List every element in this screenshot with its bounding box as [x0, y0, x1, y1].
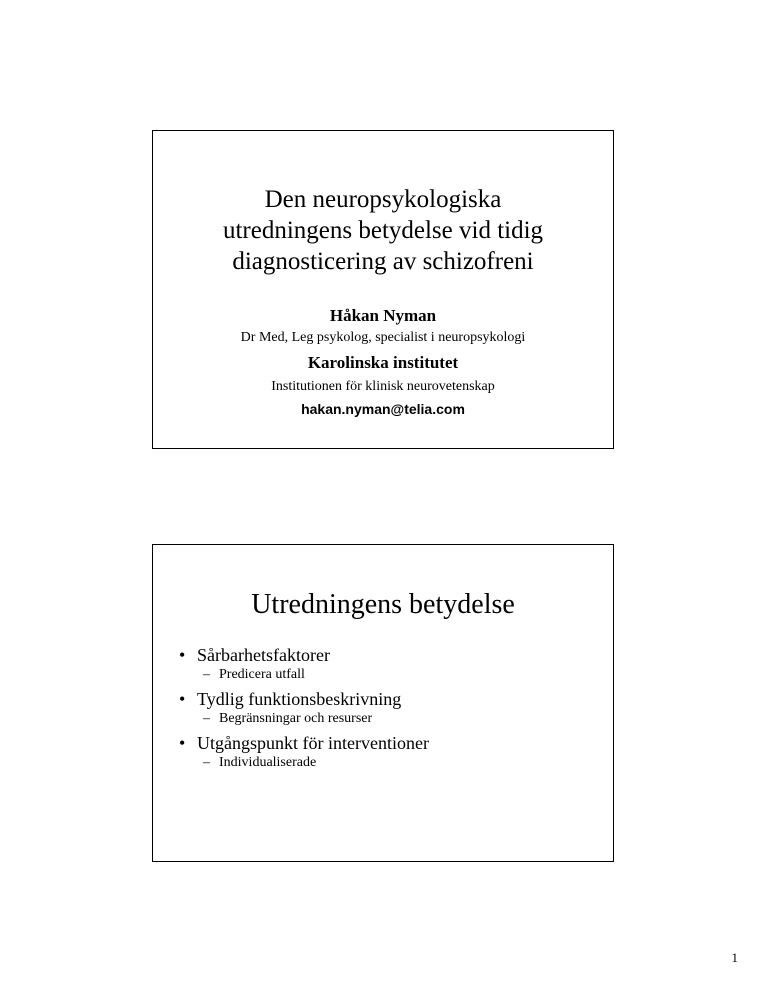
sub-bullet-item: [203, 710, 603, 728]
bullet-list: [179, 644, 603, 776]
author-email: hakan.nyman@telia.com: [301, 401, 465, 417]
author-name: Håkan Nyman: [329, 306, 437, 325]
dash-icon: –: [203, 755, 210, 770]
title-line: diagnosticering av schizofreni: [232, 248, 534, 275]
bullet-text: Sårbarhetsfaktorer: [197, 645, 330, 665]
slide-title-heading: [153, 184, 613, 277]
bullet-icon: •: [179, 689, 186, 709]
sub-bullet-item: [203, 754, 603, 772]
bullet-item: [179, 644, 603, 666]
institution-name: Karolinska institutet: [307, 353, 459, 372]
dash-icon: –: [203, 667, 210, 682]
bullet-item: [179, 688, 603, 710]
sub-bullet-text: Predicera utfall: [219, 667, 305, 682]
sub-bullet-text: Individualiserade: [219, 755, 317, 770]
bullet-text: Tydlig funktionsbeskrivning: [197, 689, 402, 709]
slide-heading: Utredningens betydelse: [251, 589, 515, 620]
department-name: Institutionen för klinisk neurovetenskap: [271, 379, 495, 394]
title-line: Den neuropsykologiska: [264, 186, 502, 213]
sub-bullet-text: Begränsningar och resurser: [219, 711, 373, 726]
slide-title: [152, 130, 614, 449]
bullet-icon: •: [179, 733, 186, 753]
sub-bullet-item: [203, 666, 603, 684]
title-line: utredningens betydelse vid tidig: [222, 217, 544, 244]
bullet-text: Utgångspunkt för interventioner: [197, 733, 429, 753]
slide-content: [152, 544, 614, 862]
page-number: 1: [731, 950, 738, 965]
author-credentials: Dr Med, Leg psykolog, specialist i neuropsykologi: [240, 330, 526, 345]
bullet-icon: •: [179, 645, 186, 665]
dash-icon: –: [203, 711, 210, 726]
bullet-item: [179, 732, 603, 754]
